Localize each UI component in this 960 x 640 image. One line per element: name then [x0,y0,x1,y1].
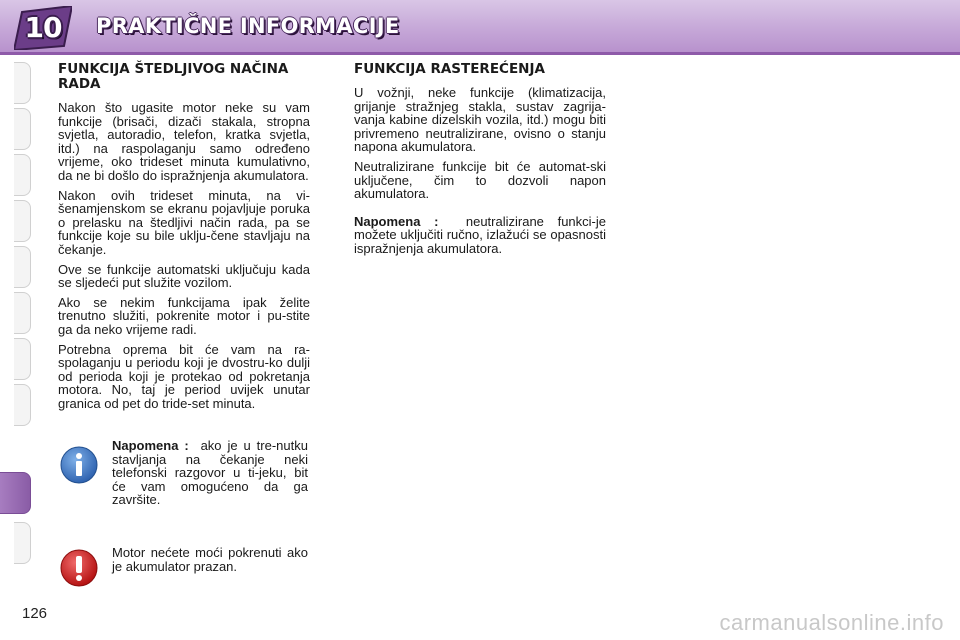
warning-note-text: Motor nećete moći pokrenuti ako je akumulator prazan. [112,545,308,574]
paragraph: Nakon što ugasite motor neke su vam funkcije (brisači, dizači stakala, stropna svjetla, autoradio, telefon, kratka svjetla, itd.) na raspolaganju samo određeno vrijeme, oko trideset minuta kumulativno, da ne bi došlo do ispražnjenja akumulatora. [58,100,310,183]
paragraph: Nakon ovih trideset minuta, na vi-šenamjenskom se ekranu pojavljuje poruka o prelasku na štedljivi način rada, pa se funkcije koje su bile uklju-čene stavljaju na čekanje. [58,187,310,257]
paragraph: Ove se funkcije automatski uključuju kada se sljedeći put služite vozilom. [58,261,310,291]
chapter-tab[interactable] [14,108,31,150]
info-icon [60,446,98,484]
chapter-tab-strip [0,62,34,582]
section-heading-economy-mode: FUNKCIJA ŠTEDLJIVOG NAČINA RADA [58,61,289,92]
right-note-label: Napomena : [354,213,439,229]
chapter-tab[interactable] [14,522,31,564]
paragraph: Neutralizirane funkcije bit će automat-ski uključene, čim to dozvoli napon akumulatora. [354,158,606,202]
chapter-tab[interactable] [14,154,31,196]
right-column [354,62,606,262]
warning-note [112,546,308,573]
chapter-tab-active[interactable] [0,472,31,514]
info-note-text [112,439,308,507]
watermark: carmanualsonline.info [719,610,944,635]
right-note [354,215,606,256]
page-title: PRAKTIČNE INFORMACIJE [96,14,400,38]
chapter-tab[interactable] [14,338,31,380]
left-column [58,62,310,416]
chapter-tab[interactable] [14,246,31,288]
chapter-tab[interactable] [14,200,31,242]
warning-icon [60,549,98,587]
right-note-body: neutralizirane funkci-je možete uključiti ručno, izlažući se opasnosti ispražnjenja akumulatora. [354,213,606,256]
paragraph: U vožnji, neke funkcije (klimatizacija, grijanje stražnjeg stakla, sustav zagrija-vanja kabine dizelskih vozila, itd.) mogu biti privremeno neutralizirane, ovisno o stanju napona akumulatora. [354,85,606,155]
header-divider [0,52,960,55]
chapter-number: 10 [24,11,62,44]
chapter-tab[interactable] [14,292,31,334]
chapter-tab[interactable] [14,62,31,104]
info-note [112,439,308,507]
paragraph: Potrebna oprema bit će vam na ra-spolaganju u periodu koji je dvostru-ko dulji od perioda koji je protekao od pokretanja motora. No, taj je period uvijek unutar granica od pet do tride-set minuta. [58,341,310,411]
paragraph: Ako se nekim funkcijama ipak želite trenutno služiti, pokrenite motor i pu-stite ga da neko vrijeme radi. [58,294,310,337]
page-number: 126 [22,605,48,622]
section-heading-load-shedding: FUNKCIJA RASTEREĆENJA [354,61,545,77]
chapter-tab[interactable] [14,384,31,426]
info-note-label: Napomena : [112,438,189,453]
info-note-body: ako je u tre-nutku stavljanja na čekanje neki telefonski razgovor u ti-jeku, bit će vam omogućeno da ga završite. [112,438,308,508]
